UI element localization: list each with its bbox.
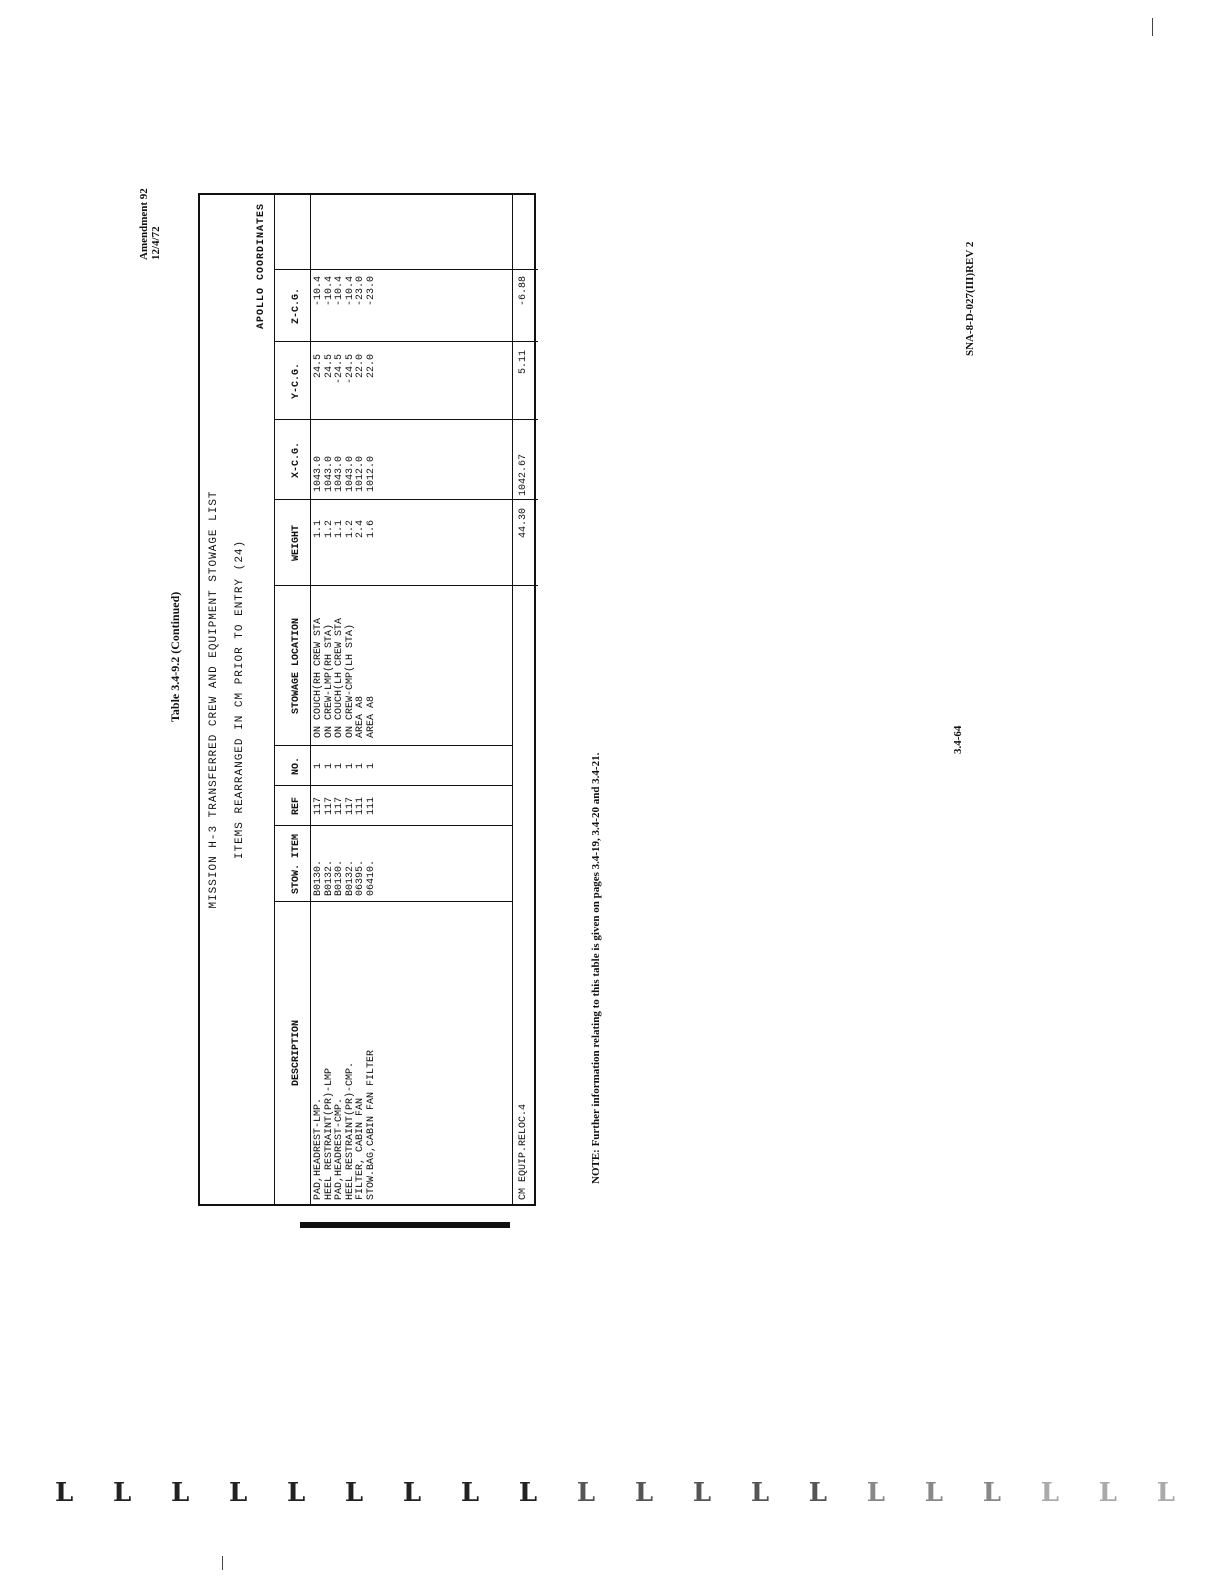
table-cell: -24.5 — [334, 354, 345, 385]
scan-mark — [1152, 18, 1153, 36]
total-weight: 44.30 — [518, 508, 529, 539]
table-cell: HEEL RESTRAINT(PR)-CMP. — [344, 1061, 356, 1200]
binder-mark: L — [1156, 1478, 1175, 1508]
table-cell: -10.4 — [344, 276, 356, 307]
table-cell: -10.4 — [334, 276, 345, 307]
binder-mark: L — [1040, 1478, 1060, 1508]
table-cell: 22.0 — [365, 354, 377, 379]
table-cell: -24.5 — [344, 354, 356, 385]
binder-marks-strip — [55, 1478, 1175, 1508]
table-cell: 1 — [323, 763, 335, 770]
table-cell: AREA A8 — [365, 695, 377, 738]
col-header-y-cg: Y-C.G. — [291, 363, 302, 400]
table-subtitle: ITEMS REARRANGED IN CM PRIOR TO ENTRY (24) — [234, 539, 246, 860]
rule-below-header — [310, 195, 311, 1204]
binder-mark: L — [634, 1478, 654, 1508]
table-cell: 1.2 — [344, 520, 356, 539]
revision-change-bar — [300, 1222, 510, 1228]
table-cell: PAD,HEADREST-LMP. — [313, 1097, 324, 1200]
table-cell: ON CREW-LMP(RH STA) — [323, 623, 335, 738]
table-cell: 06410. — [365, 859, 377, 896]
table-cell: 1 — [344, 763, 356, 770]
vrule-3 — [274, 785, 512, 786]
table-cell: 1012.0 — [355, 455, 366, 492]
table-cell: B0132. — [344, 859, 356, 896]
vrule-2 — [274, 825, 512, 826]
col-description — [314, 904, 377, 1200]
table-cell: FILTER, CABIN FAN — [355, 1097, 366, 1200]
table-cell: AREA A8 — [355, 695, 366, 738]
table-cell: -10.4 — [323, 276, 335, 307]
table-note: NOTE: Further information relating to this table is given on pages 3.4-19, 3.4-20 and 3.4-21. — [590, 752, 602, 1184]
rule-top-header — [274, 195, 275, 1204]
vrule-1 — [274, 901, 512, 902]
binder-mark: L — [750, 1478, 770, 1508]
table-cell: 1 — [365, 763, 377, 770]
table-cell: 1 — [334, 763, 345, 770]
col-header-z-cg: Z-C.G. — [291, 288, 302, 325]
binder-mark: L — [692, 1478, 712, 1508]
col-ref — [314, 786, 377, 826]
table-cell: 1 — [355, 763, 366, 770]
col-y-cg — [314, 354, 377, 420]
binder-mark: L — [286, 1478, 306, 1508]
apollo-coordinates-header: APOLLO COORDINATES — [256, 203, 267, 330]
col-z-cg — [314, 276, 377, 342]
total-y-cg: 5.11 — [518, 350, 529, 375]
total-x-cg: 1042.67 — [518, 453, 529, 496]
table-cell: 1 — [313, 763, 324, 770]
vrule-6 — [274, 499, 538, 500]
table-cell: -10.4 — [313, 276, 324, 307]
vrule-9 — [274, 269, 538, 270]
scan-mark — [222, 1556, 223, 1570]
total-label: CM EQUIP.RELOC.4 — [518, 1103, 529, 1200]
table-cell: 1012.0 — [365, 455, 377, 492]
table-cell: STOW.BAG,CABIN FAN FILTER — [365, 1049, 377, 1200]
table-cell: ON COUCH(LH CREW STA — [334, 617, 345, 738]
table-cell: HEEL RESTRAINT(PR)-LMP — [323, 1067, 335, 1200]
amendment-label: Amendment 92 12/4/72 — [138, 188, 162, 260]
table-cell: 24.5 — [323, 354, 335, 379]
table-cell: 117 — [344, 797, 356, 816]
table-cell: -23.0 — [355, 276, 366, 307]
col-header-weight: WEIGHT — [291, 525, 302, 562]
binder-mark: L — [1098, 1478, 1117, 1508]
table-cell: 1.2 — [323, 520, 335, 539]
table-cell: B0130. — [334, 859, 345, 896]
col-weight — [314, 520, 377, 586]
table-cell: 111 — [355, 797, 366, 816]
table-cell: 117 — [334, 797, 345, 816]
table-cell: B0130. — [313, 859, 324, 896]
table-cell: 1043.0 — [344, 455, 356, 492]
total-z-cg: -6.88 — [518, 276, 529, 307]
col-header-no: NO. — [291, 757, 302, 776]
binder-mark: L — [518, 1478, 538, 1508]
col-header-description: DESCRIPTION — [291, 1020, 302, 1087]
table-title: MISSION H-3 TRANSFERRED CREW AND EQUIPMENT STOWAGE LIST — [208, 490, 220, 909]
table-cell: 1043.0 — [313, 455, 324, 492]
table-cell: PAD,HEADREST-CMP. — [334, 1097, 345, 1200]
table-cell: 1043.0 — [334, 455, 345, 492]
table-cell: 117 — [313, 797, 324, 816]
table-cell: ON CREW-CMP(LH STA) — [344, 623, 356, 738]
table-cell: 06395. — [355, 859, 366, 896]
binder-mark: L — [170, 1478, 190, 1508]
document-id: SNA-8-D-027(III)REV 2 — [964, 241, 976, 356]
stowage-table — [198, 193, 536, 1206]
table-cell: 117 — [323, 797, 335, 816]
table-cell: 1.1 — [334, 520, 345, 539]
binder-mark: L — [808, 1478, 828, 1508]
rule-above-total — [512, 195, 513, 1204]
col-header-x-cg: X-C.G. — [291, 442, 302, 479]
binder-mark: L — [866, 1478, 886, 1508]
table-cell: 24.5 — [313, 354, 324, 379]
col-stow-item — [314, 828, 377, 896]
table-cell: 22.0 — [355, 354, 366, 379]
table-cell: 1.1 — [313, 520, 324, 539]
col-no — [314, 746, 377, 786]
binder-mark: L — [228, 1478, 248, 1508]
table-cell: 2.4 — [355, 520, 366, 539]
table-cell: 111 — [365, 797, 377, 816]
binder-mark: L — [402, 1478, 422, 1508]
binder-mark: L — [112, 1478, 132, 1508]
col-header-blank — [286, 191, 308, 270]
table-cell: 1043.0 — [323, 455, 335, 492]
binder-mark: L — [460, 1478, 480, 1508]
binder-mark: L — [982, 1478, 1002, 1508]
binder-mark: L — [55, 1478, 74, 1508]
col-x-cg — [314, 422, 377, 492]
binder-mark: L — [924, 1478, 944, 1508]
table-cell: ON COUCH(RH CREW STA — [313, 617, 324, 738]
page-number: 3.4-64 — [952, 725, 964, 754]
table-cell: 1.6 — [365, 520, 377, 539]
vrule-4 — [274, 745, 512, 746]
col-location — [314, 588, 377, 738]
binder-mark: L — [344, 1478, 364, 1508]
col-header-stow-item: STOW. ITEM — [291, 834, 302, 895]
col-header-ref: REF — [291, 797, 302, 816]
col-header-location: STOWAGE LOCATION — [291, 618, 302, 715]
table-cell: B0132. — [323, 859, 335, 896]
binder-mark: L — [576, 1478, 596, 1508]
table-caption: Table 3.4-9.2 (Continued) — [168, 591, 182, 722]
table-cell: -23.0 — [365, 276, 377, 307]
